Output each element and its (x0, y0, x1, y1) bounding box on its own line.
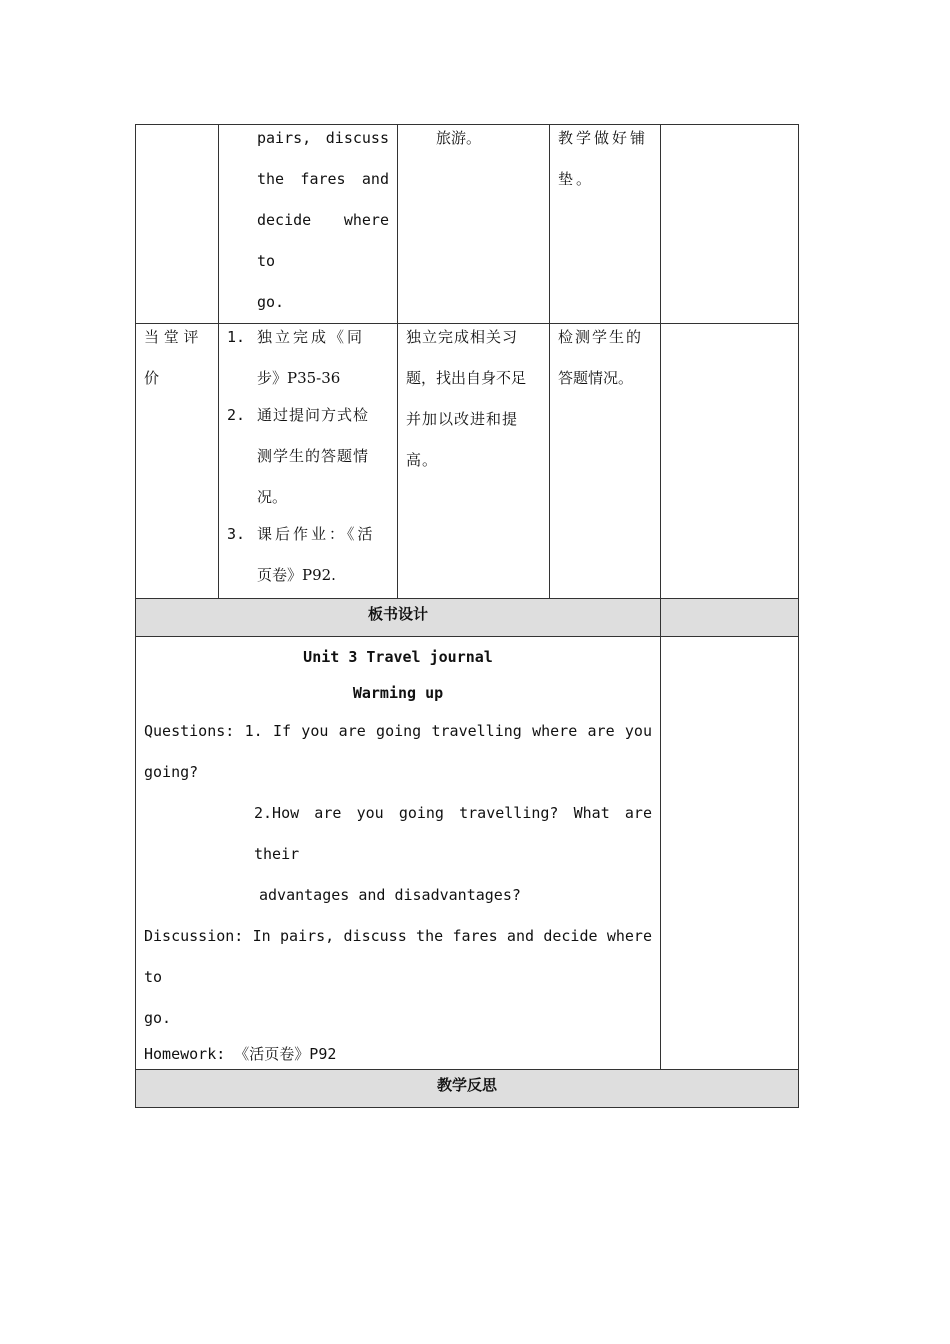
section-heading: 教学反思 (436, 1076, 497, 1094)
text-line: 教学做好铺 (558, 129, 649, 147)
list-item (219, 317, 397, 399)
text-line: 步》P35-36 (257, 369, 341, 387)
purpose-cell (550, 324, 661, 599)
section-heading: 板书设计 (367, 605, 428, 623)
section-header-cell (136, 599, 661, 637)
text-line: Homework: 《活页卷》P92 (144, 1045, 337, 1063)
text-line: go. (144, 1009, 172, 1027)
text-line: going? (144, 763, 199, 781)
text-line: 2.How are you going travelling? What are their (254, 804, 652, 863)
list-item (219, 395, 397, 518)
text-line: 垫。 (558, 170, 595, 188)
activity-cell (219, 324, 398, 599)
empty-cell (661, 637, 799, 1070)
table-row (136, 1070, 799, 1108)
section-header-cell (136, 1070, 799, 1108)
purpose-cell (550, 125, 661, 324)
stage-label: 当 堂 评 (144, 328, 199, 346)
text-line: 独立完成《同 (257, 328, 366, 346)
activity-cell (219, 125, 398, 324)
text-line: Discussion: In pairs, discuss the fares and decide where to (144, 927, 652, 986)
empty-cell (661, 324, 799, 599)
empty-cell (661, 599, 799, 637)
text-line: 并加以改进和提 (406, 410, 519, 428)
text-line: 课后作业：《活 (257, 525, 376, 543)
board-subtitle: Warming up (352, 684, 444, 702)
list-item (219, 514, 397, 596)
table-row (136, 125, 799, 324)
text-line: 独立完成相关习 (406, 328, 519, 346)
step-number: 3. (227, 525, 246, 543)
text-line: 题，找出自身不足 (406, 369, 527, 387)
text-line: 况。 (257, 488, 288, 506)
text-line: 答题情况。 (558, 369, 634, 387)
stage-label: 价 (144, 369, 160, 387)
text-line: 高。 (406, 451, 439, 469)
student-activity-cell (398, 125, 550, 324)
student-activity-cell (398, 324, 550, 599)
empty-cell (136, 125, 219, 324)
board-design-cell (136, 637, 661, 1070)
text-line: advantages and disadvantages? (259, 886, 521, 904)
text-line: 通过提问方式检 (257, 406, 370, 424)
step-list (219, 317, 397, 596)
lesson-plan-table (135, 124, 799, 1108)
text-line: 检测学生的 (558, 328, 644, 346)
text-line: Questions: 1. If you are going travelling where are you (144, 722, 652, 740)
step-number: 2. (227, 406, 246, 424)
table-row (136, 637, 799, 1070)
board-title: Unit 3 Travel journal (303, 648, 493, 666)
text-line: 测学生的答题情 (257, 447, 370, 465)
text-line: decide where to (257, 211, 389, 270)
text-line: go. (257, 293, 285, 311)
text-line: pairs, discuss (257, 129, 389, 147)
text-line: 旅游。 (436, 129, 482, 147)
text-line: the fares and (257, 170, 389, 188)
step-number: 1. (227, 328, 246, 346)
text-line: 页卷》P92. (257, 566, 336, 584)
table-row (136, 599, 799, 637)
empty-cell (661, 125, 799, 324)
table-row (136, 324, 799, 599)
stage-label-cell (136, 324, 219, 599)
